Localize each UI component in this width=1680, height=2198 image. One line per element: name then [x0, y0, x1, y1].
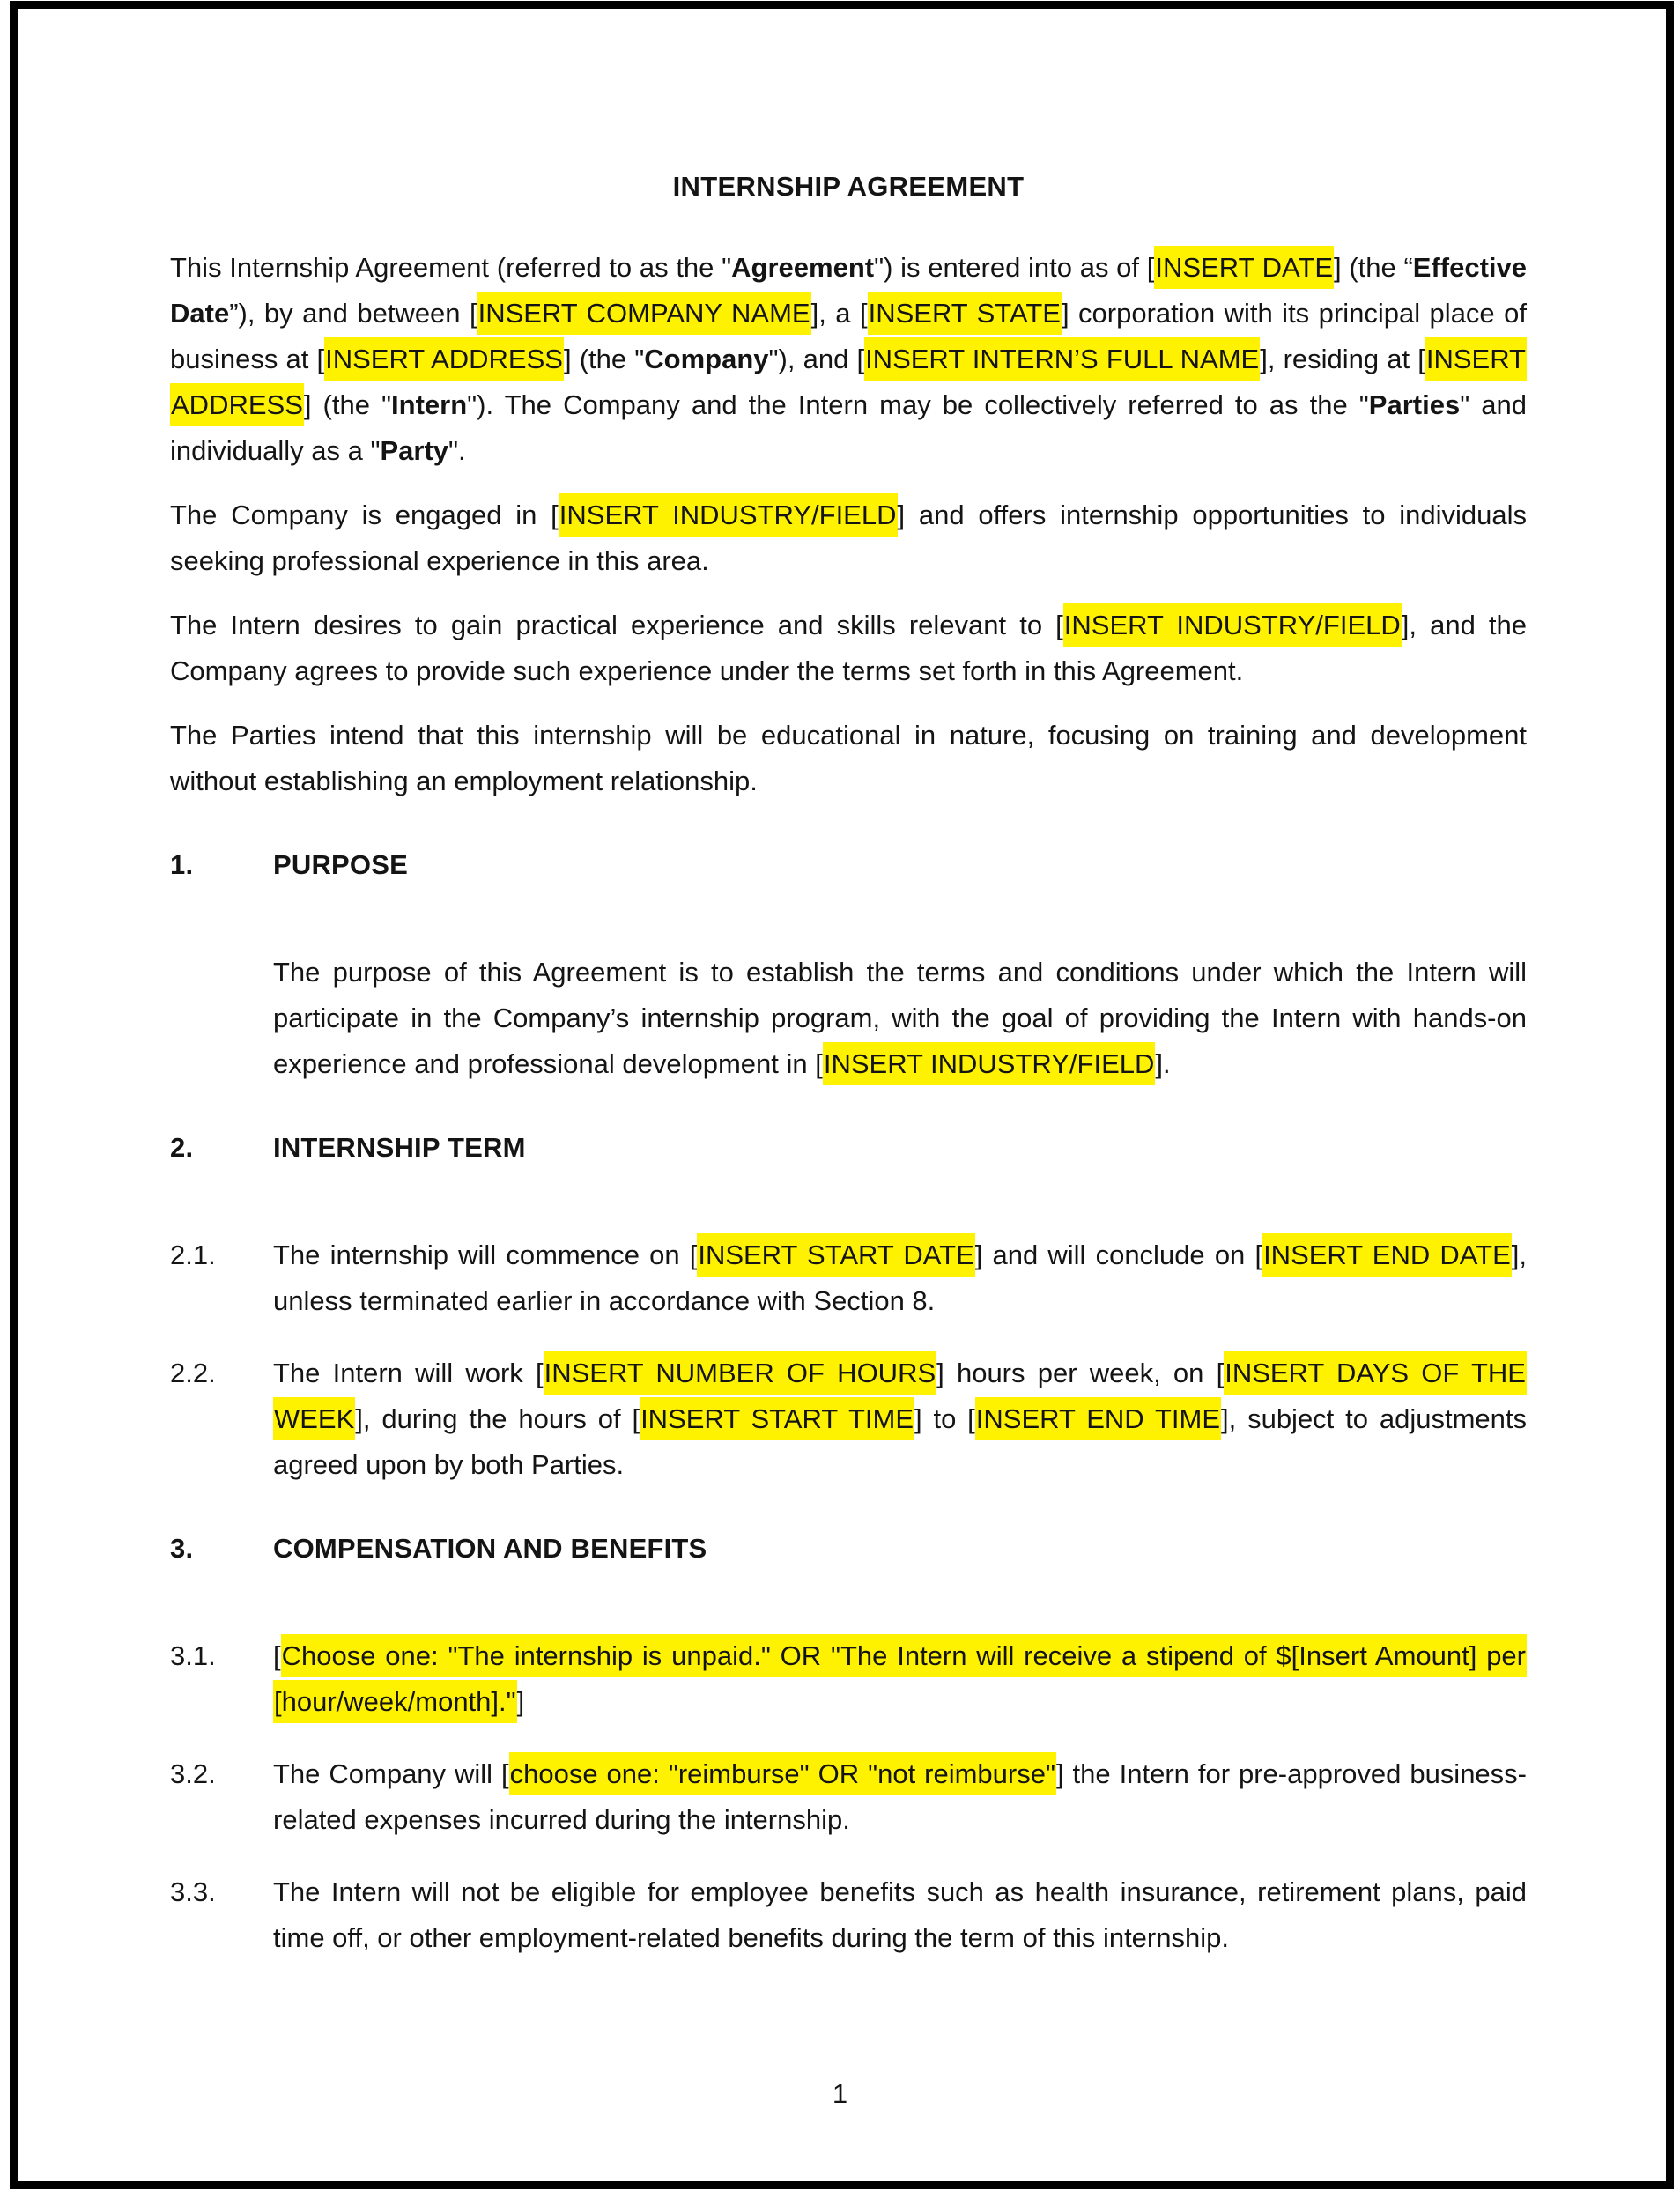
- clause: [170, 950, 1527, 1087]
- document-title: INTERNSHIP AGREEMENT: [672, 171, 1025, 202]
- section-heading: [170, 1125, 1527, 1171]
- placeholder-highlight: INSERT INDUSTRY/FIELD: [1063, 603, 1402, 647]
- text-run: ].: [1155, 1048, 1171, 1079]
- section-number: 3.: [170, 1533, 194, 1564]
- text-run: ], and the Company agrees to provide such experience under the terms set forth in this Agreement.: [170, 610, 1527, 686]
- clause-text: [273, 950, 1527, 1087]
- placeholder-highlight: INSERT DATE: [1154, 246, 1334, 289]
- text-run: Parties: [1368, 389, 1461, 420]
- clause-number: 2.1.: [170, 1240, 216, 1270]
- placeholder-highlight: INSERT STATE: [868, 292, 1062, 335]
- text-run: ]: [516, 1686, 525, 1717]
- document-page: [170, 0, 1527, 1961]
- text-run: ") is entered into as of [: [874, 252, 1155, 283]
- clause-text: [273, 1751, 1527, 1843]
- clause-text: [273, 1869, 1527, 1961]
- clause-text: [273, 1232, 1527, 1324]
- clause-number: 3.3.: [170, 1876, 216, 1907]
- text-run: Agreement: [731, 252, 875, 283]
- text-run: ] corporation with its principal place of business at [: [170, 298, 1527, 374]
- placeholder-highlight: INSERT DAYS OF THE WEEK: [273, 1351, 1527, 1440]
- text-run: This Internship Agreement (referred to as the ": [170, 252, 732, 283]
- clause: [170, 1751, 1527, 1843]
- section-title: INTERNSHIP TERM: [273, 1132, 526, 1163]
- text-run: ] (the ": [563, 344, 645, 374]
- placeholder-highlight: INSERT ADDRESS: [170, 337, 1527, 426]
- clause: [170, 1869, 1527, 1961]
- text-run: " and individually as a ": [170, 389, 1527, 466]
- text-run: ] to [: [914, 1403, 975, 1434]
- text-run: Company: [644, 344, 769, 374]
- page-number: 1: [832, 2078, 848, 2109]
- section-heading: [170, 842, 1527, 888]
- text-run: [: [273, 1640, 281, 1671]
- text-run: ], residing at [: [1260, 344, 1425, 374]
- text-run: ] and will conclude on [: [974, 1240, 1263, 1270]
- text-run: Intern: [391, 389, 468, 420]
- section-number: 1.: [170, 849, 194, 880]
- text-run: ], a [: [810, 298, 868, 329]
- intro-paragraph: [170, 603, 1527, 694]
- placeholder-highlight: INSERT NUMBER OF HOURS: [544, 1351, 937, 1395]
- clause-number: 3.1.: [170, 1640, 216, 1671]
- document-body: [170, 245, 1527, 1961]
- section-title: COMPENSATION AND BENEFITS: [273, 1533, 707, 1564]
- placeholder-highlight: INSERT COMPANY NAME: [477, 292, 811, 335]
- intro-paragraph: [170, 492, 1527, 584]
- text-run: ".: [448, 435, 466, 466]
- clause: [170, 1232, 1527, 1324]
- section-title: PURPOSE: [273, 849, 408, 880]
- text-run: The purpose of this Agreement is to establish the terms and conditions under which the Intern will participate in the Company’s internship program, with the goal of providing the Intern with hands-on experience and professional development in [: [273, 957, 1527, 1079]
- text-run: The Intern will not be eligible for employee benefits such as health insurance, retirement plans, paid time off, or other employment-related benefits during the term of this internship.: [273, 1876, 1527, 1953]
- text-run: The internship will commence on [: [273, 1240, 698, 1270]
- section-number: 2.: [170, 1132, 194, 1163]
- clause: [170, 1633, 1527, 1725]
- text-run: The Parties intend that this internship will be educational in nature, focusing on training and development without establishing an employment relationship.: [170, 720, 1527, 796]
- placeholder-highlight: INSERT INDUSTRY/FIELD: [559, 493, 898, 537]
- placeholder-highlight: INSERT END DATE: [1262, 1233, 1512, 1277]
- intro-paragraph: [170, 713, 1527, 804]
- text-run: ], unless terminated earlier in accordance with Section 8.: [273, 1240, 1527, 1316]
- text-run: ], during the hours of [: [355, 1403, 640, 1434]
- clause-text: [273, 1633, 1527, 1725]
- text-run: ], subject to adjustments agreed upon by both Parties.: [273, 1403, 1527, 1480]
- text-run: Effective Date: [170, 252, 1527, 329]
- placeholder-highlight: INSERT INDUSTRY/FIELD: [823, 1042, 1156, 1085]
- text-run: ] the Intern for pre-approved business-related expenses incurred during the internship.: [273, 1758, 1527, 1835]
- clause-text: [273, 1351, 1527, 1488]
- placeholder-highlight: INSERT ADDRESS: [324, 337, 564, 381]
- clause-number: 3.2.: [170, 1758, 216, 1789]
- placeholder-highlight: INSERT START DATE: [697, 1233, 974, 1277]
- text-run: ] (the “: [1334, 252, 1413, 283]
- text-run: ] hours per week, on [: [936, 1358, 1225, 1388]
- placeholder-highlight: choose one: "reimburse" OR "not reimburse": [509, 1752, 1056, 1795]
- clause-number: [170, 950, 273, 1087]
- placeholder-highlight: INSERT END TIME: [975, 1397, 1221, 1440]
- text-run: Party: [380, 435, 449, 466]
- text-run: ] and offers internship opportunities to individuals seeking professional experience in this area.: [170, 500, 1528, 576]
- placeholder-highlight: Choose one: "The internship is unpaid." OR "The Intern will receive a stipend of $[Insert Amount] per [hour/week/month].": [273, 1634, 1527, 1723]
- intro-paragraph: [170, 245, 1527, 474]
- section-heading: [170, 1526, 1527, 1572]
- clause-number: 2.2.: [170, 1358, 216, 1388]
- placeholder-highlight: INSERT START TIME: [640, 1397, 914, 1440]
- placeholder-highlight: INSERT INTERN’S FULL NAME: [864, 337, 1260, 381]
- text-run: The Intern desires to gain practical experience and skills relevant to [: [170, 610, 1063, 640]
- text-run: The Company will [: [273, 1758, 509, 1789]
- text-run: The Company is engaged in [: [170, 500, 559, 530]
- text-run: "), and [: [768, 344, 865, 374]
- text-run: ”), by and between [: [229, 298, 477, 329]
- text-run: The Intern will work [: [273, 1358, 544, 1388]
- text-run: ] (the ": [303, 389, 392, 420]
- clause: [170, 1351, 1527, 1488]
- text-run: "). The Company and the Intern may be collectively referred to as the ": [467, 389, 1369, 420]
